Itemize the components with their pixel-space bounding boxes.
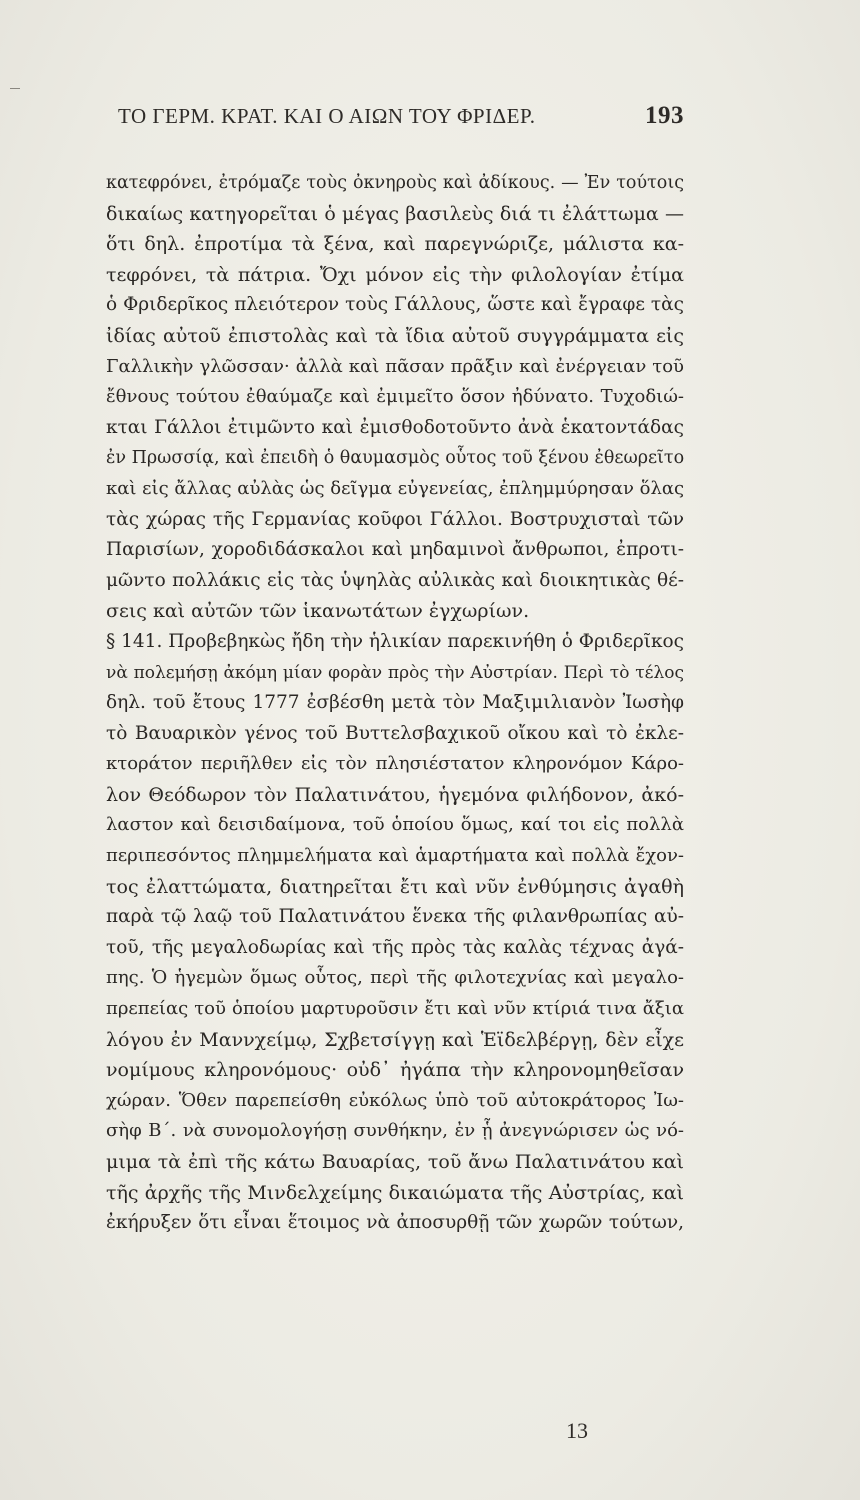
text-line: λαστον καὶ δεισιδαίμονα, τοῦ ὁποίου ὅμως, καί τοι εἰς πολλὰ	[106, 814, 684, 836]
text-line: τῆς ἀρχῆς τῆς Μινδελχείμης δικαιώματα τῆς Αὐστρίας, καὶ	[106, 1181, 684, 1204]
text-line: ἔθνους τούτου ἐθαύμαζε καὶ ἐμιμεῖτο ὅσον ἠδύνατο. Τυχοδιώ-	[106, 386, 684, 408]
text-line: δηλ. τοῦ ἔτους 1777 ἐσβέσθη μετὰ τὸν Μαξιμιλιανὸν Ἰωσὴφ	[106, 692, 684, 714]
text-line: καὶ εἰς ἄλλας αὐλὰς ὡς δεῖγμα εὐγενείας, ἐπλημμύρησαν ὅλας	[106, 477, 684, 499]
text-line: περιπεσόντος πλημμελήματα καὶ ἁμαρτήματα καὶ πολλὰ ἔχον-	[106, 845, 684, 867]
text-line: πης. Ὁ ἡγεμὼν ὅμως οὗτος, περὶ τῆς φιλοτεχνίας καὶ μεγαλο-	[106, 967, 684, 989]
text-line: παρὰ τῷ λαῷ τοῦ Παλατινάτου ἕνεκα τῆς φιλανθρωπίας αὐ-	[106, 906, 684, 928]
text-line: λον Θεόδωρον τὸν Παλατινάτου, ἡγεμόνα φιλήδονον, ἀκό-	[106, 783, 684, 806]
text-line: ὅτι δηλ. ἐπροτίμα τὰ ξένα, καὶ παρεγνώριζε, μάλιστα κα-	[106, 233, 684, 256]
signature-mark: 13	[566, 1418, 588, 1443]
text-line: Γαλλικὴν γλῶσσαν· ἀλλὰ καὶ πᾶσαν πρᾶξιν καὶ ἐνέργειαν τοῦ	[106, 355, 684, 377]
text-line: τὰς χώρας τῆς Γερμανίας κοῦφοι Γάλλοι. Βοστρυχισταὶ τῶν	[106, 508, 684, 530]
section-141-start: § 141. Προβεβηκὼς ἤδη τὴν ἡλικίαν παρεκινήθη ὁ Φριδερῖκος	[106, 630, 684, 652]
text-line: κτοράτον περιῆλθεν εἰς τὸν πλησιέστατον κληρονόμον Κάρο-	[106, 753, 684, 775]
text-line: σὴφ Β΄. νὰ συνομολογήσῃ συνθήκην, ἐν ᾗ ἀνεγνώρισεν ὡς νό-	[106, 1120, 684, 1142]
body-text	[106, 168, 684, 1239]
text-line: μιμα τὰ ἐπὶ τῆς κάτω Βαυαρίας, τοῦ ἄνω Παλατινάτου καὶ	[106, 1151, 684, 1173]
text-line: Παρισίων, χοροδιδάσκαλοι καὶ μηδαμινοὶ ἄνθρωποι, ἐπροτι-	[106, 539, 684, 561]
text-line: τος ἐλαττώματα, διατηρεῖται ἔτι καὶ νῦν ἐνθύμησις ἀγαθὴ	[106, 875, 684, 898]
text-line: κατεφρόνει, ἐτρόμαζε τοὺς ὀκνηροὺς καὶ ἀδίκους. — Ἐν τούτοις	[106, 173, 684, 193]
text-line: ἐν Πρωσσίᾳ, καὶ ἐπειδὴ ὁ θαυμασμὸς οὗτος τοῦ ξένου ἐθεωρεῖτο	[106, 448, 684, 469]
text-line: χώραν. Ὅθεν παρεπείσθη εὐκόλως ὑπὸ τοῦ αὐτοκράτορος Ἰω-	[106, 1089, 684, 1111]
text-line: τεφρόνει, τὰ πάτρια. Ὄχι μόνον εἰς τὴν φιλολογίαν ἐτίμα	[106, 263, 684, 286]
running-title: ΤΟ ΓΕΡΜ. ΚΡΑΤ. ΚΑΙ Ο ΑΙΩΝ ΤΟΥ ΦΡΙΔΕΡ.	[118, 104, 536, 128]
text-line: νὰ πολεμήσῃ ἀκόμη μίαν φορὰν πρὸς τὴν Αὐστρίαν. Περὶ τὸ τέλος	[106, 662, 684, 683]
text-line: ὁ Φριδερῖκος πλειότερον τοὺς Γάλλους, ὥστε καὶ ἔγραφε τὰς	[106, 294, 684, 316]
text-line: πρεπείας τοῦ ὁποίου μαρτυροῦσιν ἔτι καὶ νῦν κτίριά τινα ἄξια	[106, 998, 684, 1020]
text-line: λόγου ἐν Μαννχείμῳ, Σχβετσίγγῃ καὶ Ἑϊδελβέργῃ, δὲν εἶχε	[106, 1028, 684, 1051]
text-line: τὸ Βαυαρικὸν γένος τοῦ Βυττελσβαχικοῦ οἴκου καὶ τὸ ἐκλε-	[106, 722, 684, 744]
text-line: ἰδίας αὐτοῦ ἐπιστολὰς καὶ τὰ ἴδια αὐτοῦ συγγράμματα εἰς	[106, 324, 684, 347]
text-line: νομίμους κληρονόμους· οὐδ᾽ ἠγάπα τὴν κληρονομηθεῖσαν	[106, 1059, 684, 1082]
page-number: 193	[645, 102, 684, 129]
margin-mark	[10, 88, 20, 89]
running-header	[118, 102, 684, 130]
text-line: κται Γάλλοι ἐτιμῶντο καὶ ἐμισθοδοτοῦντο ἀνὰ ἑκατοντάδας	[106, 416, 684, 438]
text-line: δικαίως κατηγορεῖται ὁ μέγας βασιλεὺς διά τι ἐλάττωμα —	[106, 202, 684, 225]
paragraph-end-line: σεις καὶ αὐτῶν τῶν ἱκανωτάτων ἐγχωρίων.	[106, 600, 530, 623]
text-line: τοῦ, τῆς μεγαλοδωρίας καὶ τῆς πρὸς τὰς καλὰς τέχνας ἀγά-	[106, 936, 684, 958]
text-line: μῶντο πολλάκις εἰς τὰς ὑψηλὰς αὐλικὰς καὶ διοικητικὰς θέ-	[106, 569, 684, 591]
text-line: ἐκήρυξεν ὅτι εἶναι ἕτοιμος νὰ ἀποσυρθῇ τῶν χωρῶν τούτων,	[106, 1212, 684, 1234]
